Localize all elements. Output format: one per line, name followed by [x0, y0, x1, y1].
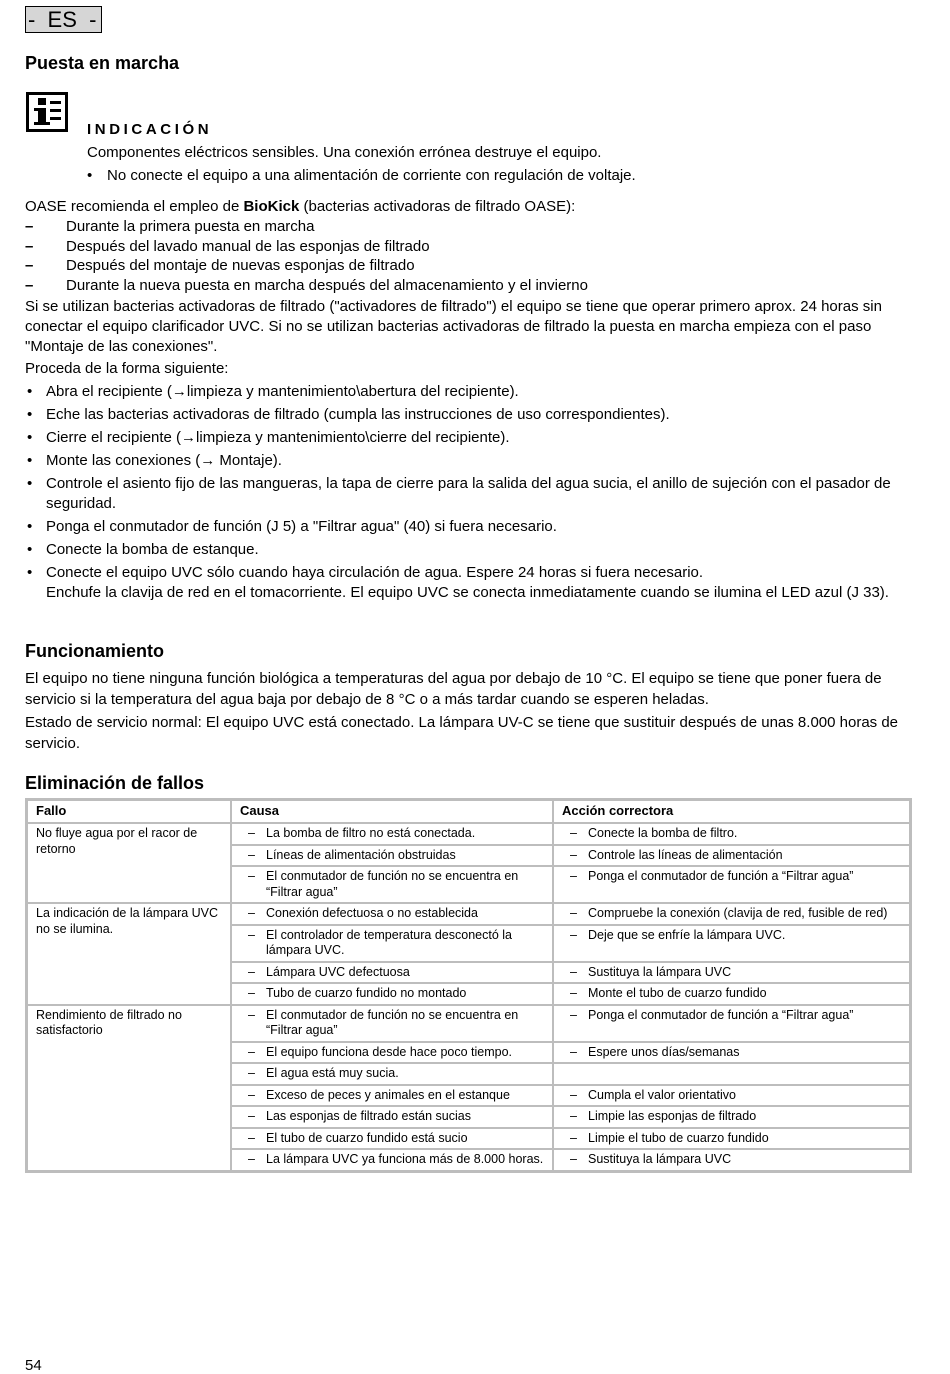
action-cell: [553, 866, 910, 903]
action-cell: [553, 1106, 910, 1128]
table-row: [27, 823, 910, 845]
step-item: • Monte las conexiones (→ Montaje).: [25, 451, 915, 471]
cause-cell: [231, 983, 553, 1005]
cause-text: – La lámpara UVC ya funciona más de 8.000 horas.: [246, 1152, 547, 1168]
action-cell: [553, 1005, 910, 1042]
action-text: – Sustituya la lámpara UVC: [568, 965, 904, 981]
action-cell: [553, 1085, 910, 1107]
action-text: – Controle las líneas de alimentación: [568, 848, 904, 864]
proceed-text: Proceda de la forma siguiente:: [25, 360, 229, 377]
cause-cell: [231, 1005, 553, 1042]
action-text: – Limpie el tubo de cuarzo fundido: [568, 1131, 904, 1147]
step-item: • Abra el recipiente (→limpieza y mantenimiento\abertura del recipiente).: [25, 382, 915, 402]
action-cell: [553, 1042, 910, 1064]
action-cell: [553, 962, 910, 984]
cause-cell: [231, 1149, 553, 1171]
cause-text: – El controlador de temperatura desconectó la lámpara UVC.: [246, 928, 547, 959]
cause-cell: [231, 962, 553, 984]
action-text: – Compruebe la conexión (clavija de red, fusible de red): [568, 906, 904, 922]
action-text: – Monte el tubo de cuarzo fundido: [568, 986, 904, 1002]
cause-text: – La bomba de filtro no está conectada.: [246, 826, 547, 842]
cause-text: – El agua está muy sucia.: [246, 1066, 547, 1082]
cause-text: – Líneas de alimentación obstruidas: [246, 848, 547, 864]
step-item: • Cierre el recipiente (→limpieza y mantenimiento\cierre del recipiente).: [25, 428, 915, 448]
header-accion: Acción correctora: [553, 800, 910, 823]
cause-text: – Tubo de cuarzo fundido no montado: [246, 986, 547, 1002]
table-row: [27, 903, 910, 925]
language-tag: - ES -: [25, 6, 102, 33]
step-item: • Eche las bacterias activadoras de filtrado (cumpla las instrucciones de uso correspondientes).: [25, 405, 915, 425]
step-item: • Ponga el conmutador de función (J 5) a "Filtrar agua" (40) si fuera necesario.: [25, 517, 915, 537]
action-text: – Ponga el conmutador de función a “Filtrar agua”: [568, 869, 904, 885]
cause-cell: [231, 925, 553, 962]
list-item: – Después del montaje de nuevas esponjas de filtrado: [25, 256, 915, 276]
operation-para-1: El equipo no tiene ninguna función biológica a temperaturas del agua por debajo de 10 °C. El equipo se tiene que poner fuera de servicio si la temperatura del agua baja por debajo de 8 °C o a más tardar cuando se esperen heladas.: [25, 670, 882, 708]
info-icon: [26, 92, 68, 132]
action-cell: [553, 1149, 910, 1171]
cause-text: – El conmutador de función no se encuentra en “Filtrar agua”: [246, 869, 547, 900]
action-cell: [553, 903, 910, 925]
cause-cell: [231, 1106, 553, 1128]
action-text: – Ponga el conmutador de función a “Filtrar agua”: [568, 1008, 904, 1024]
notice-bullet: • No conecte el equipo a una alimentación de corriente con regulación de voltaje.: [87, 164, 636, 187]
recommendation-list: [25, 217, 915, 295]
operation-para-2: Estado de servicio normal: El equipo UVC está conectado. La lámpara UV-C se tiene que sustituir después de unas 8.000 horas de servicio.: [25, 714, 899, 752]
fault-cell: Rendimiento de filtrado no satisfactorio: [27, 1005, 231, 1171]
action-text: – Espere unos días/semanas: [568, 1045, 904, 1061]
list-item: – Durante la primera puesta en marcha: [25, 217, 915, 237]
cause-text: – El conmutador de función no se encuentra en “Filtrar agua”: [246, 1008, 547, 1039]
fault-cell: La indicación de la lámpara UVC no se ilumina.: [27, 903, 231, 1005]
cause-text: – Las esponjas de filtrado están sucias: [246, 1109, 547, 1125]
section-title-eliminacion-de-fallos: Eliminación de fallos: [25, 773, 205, 793]
cause-text: – Exceso de peces y animales en el estanque: [246, 1088, 547, 1104]
notice-box: [87, 118, 636, 187]
cause-cell: [231, 845, 553, 867]
recommendation-block: [25, 197, 915, 606]
action-cell: [553, 845, 910, 867]
cause-text: – El tubo de cuarzo fundido está sucio: [246, 1131, 547, 1147]
fault-cell: No fluye agua por el racor de retorno: [27, 823, 231, 903]
section-title-funcionamiento: Funcionamiento: [25, 641, 164, 661]
action-text: – Cumpla el valor orientativo: [568, 1088, 904, 1104]
cause-cell: [231, 866, 553, 903]
troubleshooting-table: [25, 798, 912, 1173]
notice-text: Componentes eléctricos sensibles. Una conexión errónea destruye el equipo.: [87, 144, 602, 161]
action-text: – Deje que se enfríe la lámpara UVC.: [568, 928, 904, 944]
step-item: • Conecte la bomba de estanque.: [25, 540, 915, 560]
header-causa: Causa: [231, 800, 553, 823]
step-item: • Controle el asiento fijo de las mangueras, la tapa de cierre para la salida del agua sucia, el anillo de sujeción con el pasador de seguridad.: [25, 474, 915, 514]
action-cell: [553, 983, 910, 1005]
list-item: – Durante la nueva puesta en marcha después del almacenamiento y el invierno: [25, 276, 915, 296]
cause-text: – El equipo funciona desde hace poco tiempo.: [246, 1045, 547, 1061]
section-title-puesta-en-marcha: Puesta en marcha: [25, 53, 180, 73]
biokick-label: BioKick: [243, 198, 300, 215]
table-header-row: [27, 800, 910, 823]
operation-block: [25, 668, 915, 756]
action-cell: [553, 1128, 910, 1150]
cause-cell: [231, 1128, 553, 1150]
cause-text: – Conexión defectuosa o no establecida: [246, 906, 547, 922]
action-cell: [553, 925, 910, 962]
table-row: [27, 1005, 910, 1042]
action-text: – Limpie las esponjas de filtrado: [568, 1109, 904, 1125]
cause-cell: [231, 823, 553, 845]
recommendation-text: OASE recomienda el empleo de BioKick (bacterias activadoras de filtrado OASE):: [25, 198, 576, 215]
cause-text: – Lámpara UVC defectuosa: [246, 965, 547, 981]
cause-cell: [231, 1085, 553, 1107]
action-cell: [553, 1063, 910, 1085]
header-fallo: Fallo: [27, 800, 231, 823]
page-number: 54: [25, 1357, 42, 1374]
list-item: – Después del lavado manual de las esponjas de filtrado: [25, 237, 915, 257]
cause-cell: [231, 1063, 553, 1085]
cause-cell: [231, 1042, 553, 1064]
step-item: • Conecte el equipo UVC sólo cuando haya circulación de agua. Espere 24 horas si fuera necesario. Enchufe la clavija de red en el tomacorriente. El equipo UVC se conecta inmediatamente cuando se ilumina el LED azul (J 33).: [25, 563, 915, 603]
action-cell: [553, 823, 910, 845]
action-text: – Sustituya la lámpara UVC: [568, 1152, 904, 1168]
cause-cell: [231, 903, 553, 925]
notice-label: INDICACIÓN: [87, 121, 213, 138]
steps-list: [25, 382, 915, 603]
action-text: – Conecte la bomba de filtro.: [568, 826, 904, 842]
activation-paragraph: Si se utilizan bacterias activadoras de filtrado ("activadores de filtrado") el equipo se tiene que operar primero aprox. 24 horas sin conectar el equipo clarificador UVC. Si no se utilizan bacterias activadoras de filtrado la puesta en marcha empieza con el paso "Montaje de las conexiones".: [25, 298, 882, 355]
